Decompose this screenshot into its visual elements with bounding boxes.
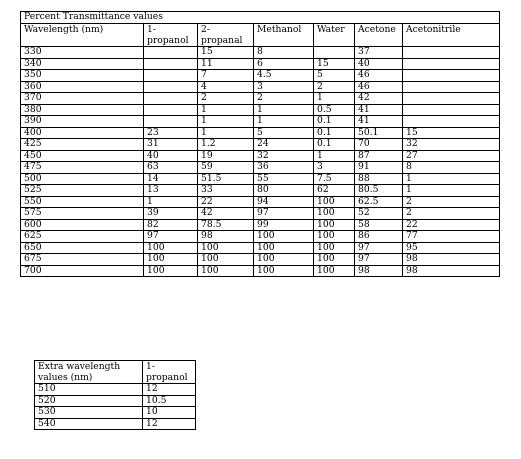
table-cell xyxy=(144,104,198,116)
table-cell: 15 xyxy=(403,127,500,139)
table-cell: 475 xyxy=(21,162,144,174)
table-cell: 3 xyxy=(254,81,314,93)
table-row xyxy=(21,265,500,277)
table-row xyxy=(21,242,500,254)
table-cell: 2 xyxy=(314,81,355,93)
table-cell: 0.1 xyxy=(314,116,355,128)
table-cell: 91 xyxy=(355,162,403,174)
table-cell: 97 xyxy=(355,242,403,254)
table-cell: 98 xyxy=(198,231,254,243)
table-cell xyxy=(403,104,500,116)
table-row xyxy=(21,208,500,220)
table-cell: 58 xyxy=(355,219,403,231)
table-cell: 78.5 xyxy=(198,219,254,231)
table-cell: 62.5 xyxy=(355,196,403,208)
table-row xyxy=(21,127,500,139)
table-cell: 50.1 xyxy=(355,127,403,139)
table-row xyxy=(21,254,500,266)
table-cell: 1 xyxy=(314,93,355,105)
table-title: Percent Transmittance values xyxy=(21,12,500,24)
extra-header-wavelength xyxy=(35,361,143,384)
table-cell: 27 xyxy=(403,150,500,162)
header-row xyxy=(21,24,500,47)
table-row xyxy=(21,47,500,59)
table-cell xyxy=(144,81,198,93)
table-cell: 42 xyxy=(355,93,403,105)
table-cell: 5 xyxy=(254,127,314,139)
table-cell: 100 xyxy=(144,254,198,266)
table-cell: 5 xyxy=(314,70,355,82)
table-cell: 510 xyxy=(35,384,143,396)
table-cell: 6 xyxy=(254,58,314,70)
table-cell: 100 xyxy=(314,219,355,231)
table-row xyxy=(21,104,500,116)
table-cell: 94 xyxy=(254,196,314,208)
table-cell: 37 xyxy=(355,47,403,59)
table-cell: 22 xyxy=(403,219,500,231)
header-water-label: Water xyxy=(317,24,345,35)
table-cell: 98 xyxy=(403,265,500,277)
table-cell: 100 xyxy=(314,196,355,208)
table-cell: 98 xyxy=(403,254,500,266)
extra-wavelength-table xyxy=(34,360,196,430)
table-cell: 41 xyxy=(355,116,403,128)
table-cell: 19 xyxy=(198,150,254,162)
table-cell: 36 xyxy=(254,162,314,174)
table-cell: 0.5 xyxy=(314,104,355,116)
table-cell: 95 xyxy=(403,242,500,254)
header-1-propanol-label: 1- propanol xyxy=(147,24,189,46)
table-cell: 99 xyxy=(254,219,314,231)
header-acetonitrile-label: Acetonitrile xyxy=(406,24,461,35)
header-1-propanol xyxy=(144,24,198,47)
table-cell: 41 xyxy=(355,104,403,116)
table-cell: 100 xyxy=(254,254,314,266)
transmittance-table xyxy=(20,11,500,277)
table-row xyxy=(21,173,500,185)
table-row xyxy=(21,116,500,128)
table-cell: 1 xyxy=(254,104,314,116)
table-cell xyxy=(403,116,500,128)
table-cell: 530 xyxy=(35,407,143,419)
table-row xyxy=(21,58,500,70)
table-cell: 2 xyxy=(403,208,500,220)
table-row xyxy=(21,185,500,197)
table-cell: 97 xyxy=(355,254,403,266)
table-cell: 100 xyxy=(254,242,314,254)
table-cell: 32 xyxy=(254,150,314,162)
table-cell: 8 xyxy=(254,47,314,59)
header-methanol xyxy=(254,24,314,47)
extra-header-row xyxy=(35,361,196,384)
table-cell xyxy=(314,47,355,59)
table-cell: 10.5 xyxy=(143,395,196,407)
table-row xyxy=(21,139,500,151)
table-cell: 2 xyxy=(403,196,500,208)
table-cell: 40 xyxy=(144,150,198,162)
table-cell: 450 xyxy=(21,150,144,162)
table-cell: 4 xyxy=(198,81,254,93)
header-wavelength xyxy=(21,24,144,47)
header-water xyxy=(314,24,355,47)
table-cell: 46 xyxy=(355,70,403,82)
table-cell xyxy=(144,116,198,128)
extra-header-1-propanol-label: 1- propanol xyxy=(146,361,188,383)
table-cell: 575 xyxy=(21,208,144,220)
table-cell: 360 xyxy=(21,81,144,93)
table-cell: 86 xyxy=(355,231,403,243)
table-cell: 97 xyxy=(144,231,198,243)
table-cell: 400 xyxy=(21,127,144,139)
table-cell: 625 xyxy=(21,231,144,243)
table-cell: 1 xyxy=(198,104,254,116)
table-cell: 46 xyxy=(355,81,403,93)
table-row xyxy=(21,70,500,82)
table-cell: 2 xyxy=(254,93,314,105)
table-cell: 0.1 xyxy=(314,127,355,139)
table-cell: 77 xyxy=(403,231,500,243)
extra-table-row xyxy=(35,384,196,396)
table-cell: 0.1 xyxy=(314,139,355,151)
table-cell: 70 xyxy=(355,139,403,151)
table-cell: 22 xyxy=(198,196,254,208)
table-cell: 330 xyxy=(21,47,144,59)
table-cell xyxy=(403,58,500,70)
table-cell: 525 xyxy=(21,185,144,197)
table-cell: 350 xyxy=(21,70,144,82)
table-cell: 80.5 xyxy=(355,185,403,197)
table-cell: 100 xyxy=(198,265,254,277)
table-cell: 550 xyxy=(21,196,144,208)
header-2-propanal xyxy=(198,24,254,47)
table-cell: 100 xyxy=(144,265,198,277)
table-cell: 425 xyxy=(21,139,144,151)
table-cell: 24 xyxy=(254,139,314,151)
table-cell: 98 xyxy=(355,265,403,277)
table-cell: 88 xyxy=(355,173,403,185)
header-methanol-label: Methanol xyxy=(257,24,302,35)
table-cell: 100 xyxy=(314,231,355,243)
table-cell: 39 xyxy=(144,208,198,220)
table-cell: 390 xyxy=(21,116,144,128)
table-cell: 80 xyxy=(254,185,314,197)
table-cell: 59 xyxy=(198,162,254,174)
table-cell: 31 xyxy=(144,139,198,151)
table-cell: 7 xyxy=(198,70,254,82)
table-cell: 700 xyxy=(21,265,144,277)
table-cell: 87 xyxy=(355,150,403,162)
table-cell xyxy=(403,93,500,105)
table-row xyxy=(21,231,500,243)
table-row xyxy=(21,219,500,231)
table-cell: 100 xyxy=(254,265,314,277)
table-cell: 100 xyxy=(314,254,355,266)
table-cell: 1 xyxy=(403,185,500,197)
table-cell: 370 xyxy=(21,93,144,105)
table-cell xyxy=(403,47,500,59)
header-2-propanal-label: 2- propanal xyxy=(201,24,243,46)
table-cell: 100 xyxy=(144,242,198,254)
table-cell xyxy=(144,58,198,70)
table-cell xyxy=(403,70,500,82)
table-cell: 15 xyxy=(198,47,254,59)
table-cell: 63 xyxy=(144,162,198,174)
table-row xyxy=(21,93,500,105)
table-cell: 380 xyxy=(21,104,144,116)
table-cell: 100 xyxy=(198,254,254,266)
table-cell: 650 xyxy=(21,242,144,254)
header-wavelength-label: Wavelength (nm) xyxy=(24,24,104,35)
header-acetone xyxy=(355,24,403,47)
table-row xyxy=(21,196,500,208)
table-cell: 42 xyxy=(198,208,254,220)
table-cell: 1 xyxy=(198,127,254,139)
table-cell: 1 xyxy=(314,150,355,162)
table-cell: 82 xyxy=(144,219,198,231)
table-cell: 100 xyxy=(254,231,314,243)
table-cell: 100 xyxy=(314,242,355,254)
table-cell: 3 xyxy=(314,162,355,174)
table-cell: 1 xyxy=(254,116,314,128)
table-cell: 600 xyxy=(21,219,144,231)
table-cell: 13 xyxy=(144,185,198,197)
table-cell: 62 xyxy=(314,185,355,197)
table-cell: 55 xyxy=(254,173,314,185)
table-cell: 12 xyxy=(143,418,196,430)
table-cell: 1 xyxy=(198,116,254,128)
table-cell xyxy=(144,47,198,59)
table-title-row xyxy=(21,12,500,24)
table-cell: 11 xyxy=(198,58,254,70)
table-cell: 2 xyxy=(198,93,254,105)
table-cell: 520 xyxy=(35,395,143,407)
table-row xyxy=(21,150,500,162)
table-cell: 100 xyxy=(198,242,254,254)
table-row xyxy=(21,81,500,93)
table-cell: 12 xyxy=(143,384,196,396)
table-cell: 1 xyxy=(403,173,500,185)
table-cell xyxy=(403,81,500,93)
table-cell xyxy=(144,70,198,82)
table-cell: 32 xyxy=(403,139,500,151)
table-cell: 51.5 xyxy=(198,173,254,185)
extra-header-wavelength-label: Extra wavelength values (nm) xyxy=(38,361,121,383)
table-cell: 40 xyxy=(355,58,403,70)
extra-table-row xyxy=(35,395,196,407)
table-cell: 675 xyxy=(21,254,144,266)
table-cell: 7.5 xyxy=(314,173,355,185)
table-cell: 15 xyxy=(314,58,355,70)
extra-header-1-propanol xyxy=(143,361,196,384)
table-cell xyxy=(144,93,198,105)
table-cell: 14 xyxy=(144,173,198,185)
table-cell: 10 xyxy=(143,407,196,419)
table-cell: 1 xyxy=(144,196,198,208)
table-cell: 52 xyxy=(355,208,403,220)
table-cell: 340 xyxy=(21,58,144,70)
table-cell: 8 xyxy=(403,162,500,174)
table-cell: 1.2 xyxy=(198,139,254,151)
table-cell: 100 xyxy=(314,265,355,277)
table-row xyxy=(21,162,500,174)
header-acetonitrile xyxy=(403,24,500,47)
table-cell: 4.5 xyxy=(254,70,314,82)
extra-table-row xyxy=(35,407,196,419)
table-cell: 33 xyxy=(198,185,254,197)
table-cell: 100 xyxy=(314,208,355,220)
extra-table-row xyxy=(35,418,196,430)
table-cell: 540 xyxy=(35,418,143,430)
table-cell: 23 xyxy=(144,127,198,139)
header-acetone-label: Acetone xyxy=(358,24,396,35)
table-cell: 97 xyxy=(254,208,314,220)
table-cell: 500 xyxy=(21,173,144,185)
